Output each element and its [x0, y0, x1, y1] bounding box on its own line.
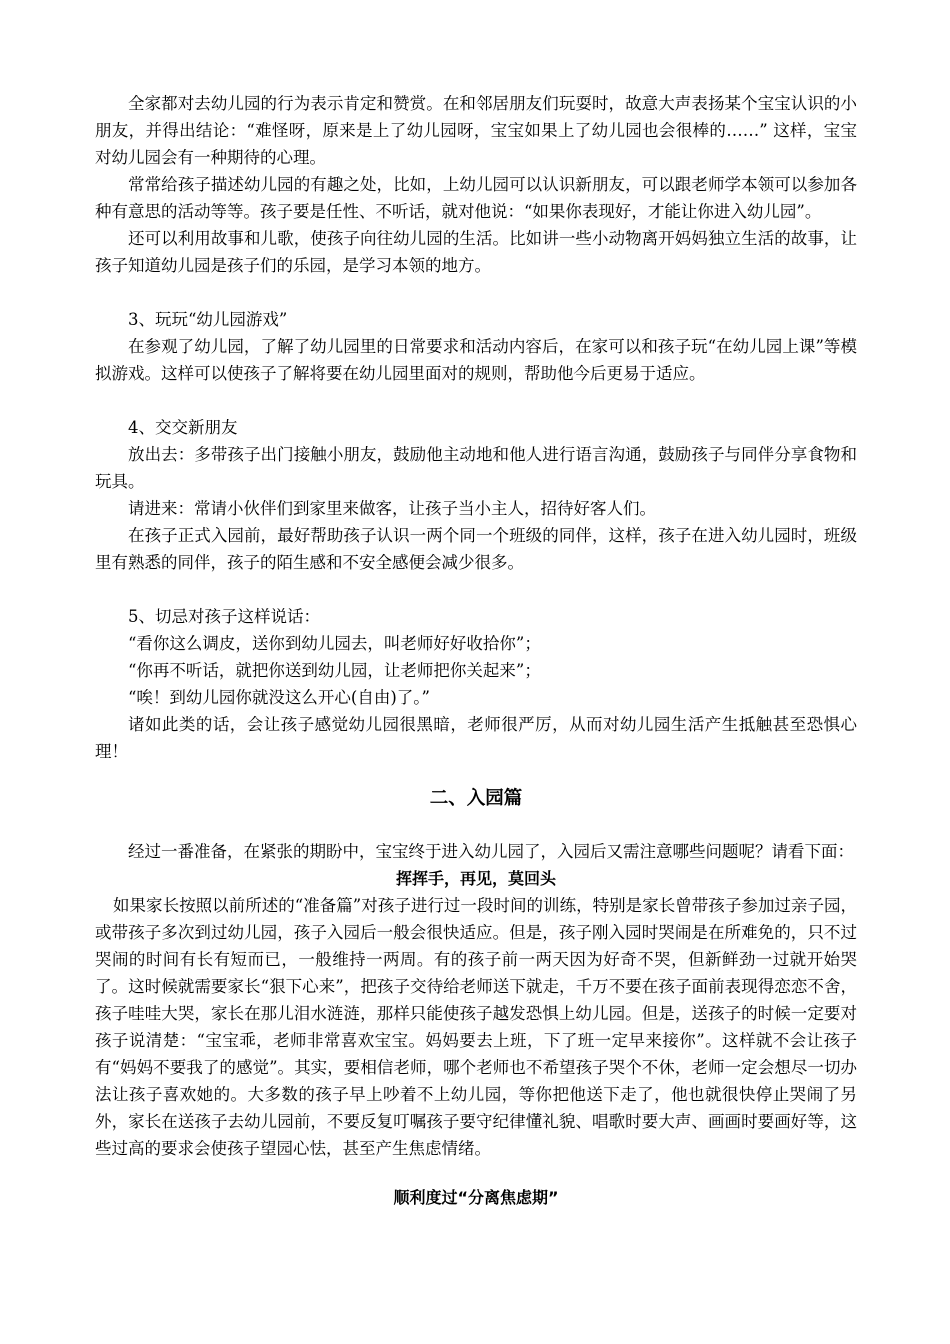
section-5-quote-1: “看你这么调皮，送你到幼儿园去，叫老师好好收拾你”； — [128, 634, 541, 653]
section-5-quote-2: “你再不听话，就把你送到幼儿园，让老师把你关起来”； — [128, 661, 541, 680]
part-2-title: 二、入园篇 — [429, 788, 523, 809]
part-2-body-1: 如果家长按照以前所述的“准备篇”对孩子进行过一段时间的训练，特别是家长曾带孩子参加过亲子园，或带孩子多次到过幼儿园，孩子入园后一般会很快适应。但是，孩子刚入园时哭闹是在所难免的，只不过哭闹的时间有长有短而已，一般维持一两周。有的孩子前一两天因为好奇不哭，但新鲜劲一过就开始哭了。这时候就需要家长“狠下心来”，把孩子交待给老师送下就走，千万不要在孩子面前表现得恋恋不舍，孩子哇哇大哭，家长在那儿泪水涟涟，那样只能使孩子越发恐惧上幼儿园。但是，送孩子的时候一定要对孩子说清楚：“宝宝乖，老师非常喜欢宝宝。妈妈要去上班，下了班一定早来接你”。这样就不会让孩子有“妈妈不要我了的感觉”。其实，要相信老师，哪个老师也不希望孩子哭个不休，老师一定会想尽一切办法让孩子喜欢她的。大多数的孩子早上吵着不上幼儿园，等你把他送下走了，他也就很快停止哭闹了另外，家长在送孩子去幼儿园前，不要反复叮嘱孩子要守纪律懂礼貌、唱歌时要大声、画画时要画好等，这些过高的要求会使孩子望园心怯，甚至产生焦虑情绪。 — [95, 896, 857, 1158]
document-page — [95, 90, 857, 1211]
section-5-heading: 5、切忌对孩子这样说话： — [128, 607, 320, 626]
section-4-paragraph-1: 放出去：多带孩子出门接触小朋友，鼓励他主动地和他人进行语言沟通，鼓励孩子与同伴分享食物和玩具。 — [95, 445, 857, 491]
section-5-quote-3: “唉！到幼儿园你就没这么开心(自由)了。” — [128, 688, 430, 707]
part-2-subtitle-1: 挥挥手，再见，莫回头 — [395, 869, 556, 888]
section-4-paragraph-3: 在孩子正式入园前，最好帮助孩子认识一两个同一个班级的同伴，这样，孩子在进入幼儿园时，班级里有熟悉的同伴，孩子的陌生感和不安全感便会减少很多。 — [95, 526, 857, 572]
section-5-conclusion: 诸如此类的话，会让孩子感觉幼儿园很黑暗，老师很严厉，从而对幼儿园生活产生抵触甚至恐惧心理！ — [95, 715, 857, 761]
section-3-heading: 3、玩玩“幼儿园游戏” — [128, 310, 288, 329]
section-4-heading: 4、交交新朋友 — [128, 418, 238, 437]
section-3-paragraph: 在参观了幼儿园，了解了幼儿园里的日常要求和活动内容后，在家可以和孩子玩“在幼儿园上课”等模拟游戏。这样可以使孩子了解将要在幼儿园里面对的规则，帮助他今后更易于适应。 — [95, 337, 857, 383]
part-2-intro: 经过一番准备，在紧张的期盼中，宝宝终于进入幼儿园了，入园后又需注意哪些问题呢？请看下面： — [128, 842, 854, 861]
intro-paragraph-1: 全家都对去幼儿园的行为表示肯定和赞赏。在和邻居朋友们玩耍时，故意大声表扬某个宝宝认识的小朋友，并得出结论：“难怪呀，原来是上了幼儿园呀，宝宝如果上了幼儿园也会很棒的……” 这样，宝宝对幼儿园会有一种期待的心理。 — [95, 94, 857, 167]
intro-paragraph-2: 常常给孩子描述幼儿园的有趣之处，比如，上幼儿园可以认识新朋友，可以跟老师学本领可以参加各种有意思的活动等等。孩子要是任性、不听话，就对他说：“如果你表现好，才能让你进入幼儿园”。 — [95, 175, 857, 221]
part-2-subtitle-2: 顺利度过“分离焦虑期” — [393, 1188, 559, 1207]
intro-paragraph-3: 还可以利用故事和儿歌，使孩子向往幼儿园的生活。比如讲一些小动物离开妈妈独立生活的故事，让孩子知道幼儿园是孩子们的乐园，是学习本领的地方。 — [95, 229, 857, 275]
section-4-paragraph-2: 请进来：常请小伙伴们到家里来做客，让孩子当小主人，招待好客人们。 — [128, 499, 656, 518]
